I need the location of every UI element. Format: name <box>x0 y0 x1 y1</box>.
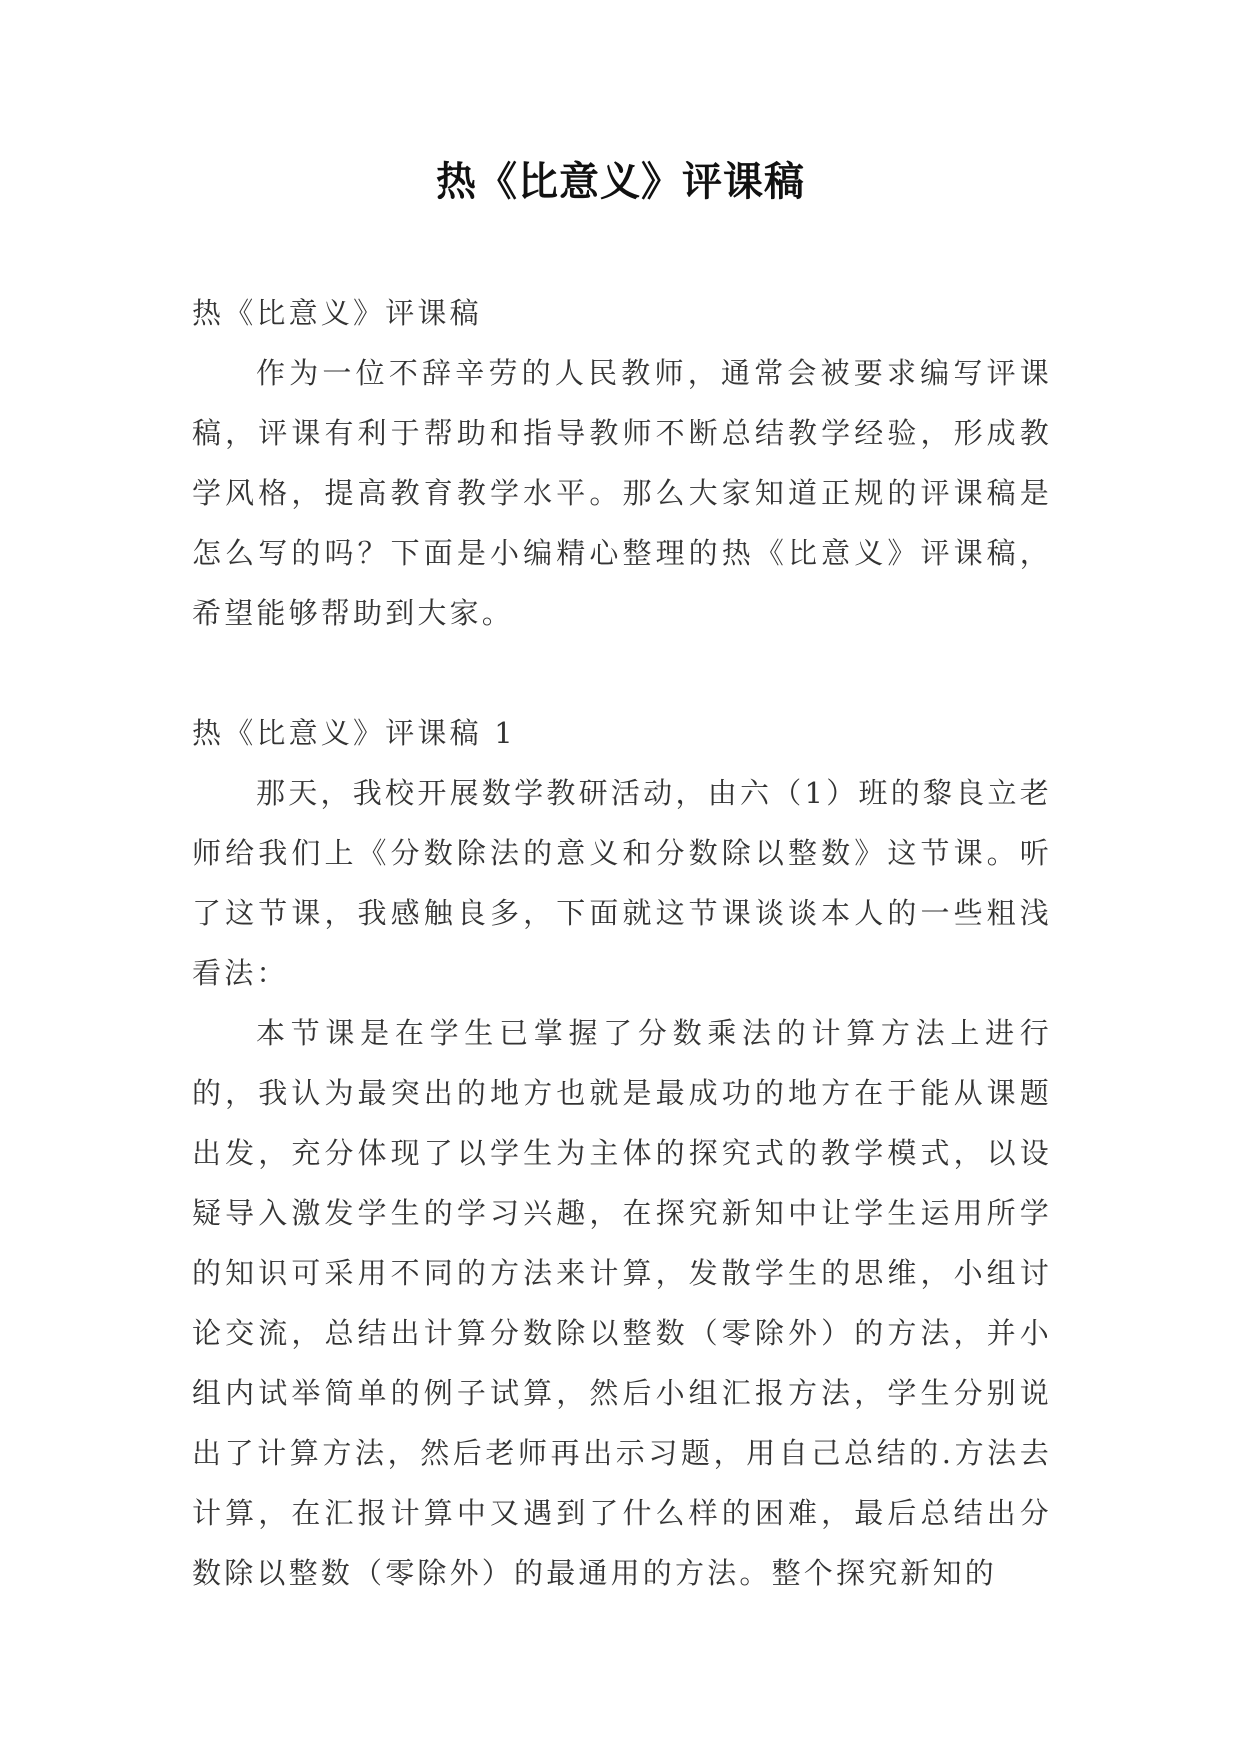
document-body <box>192 283 1052 1603</box>
document-subtitle: 热《比意义》评课稿 <box>192 296 482 330</box>
section-1-heading: 热《比意义》评课稿 1 <box>192 716 516 750</box>
section-1-paragraph-2: 本节课是在学生已掌握了分数乘法的计算方法上进行的，我认为最突出的地方也就是最成功的地方在于能从课题出发，充分体现了以学生为主体的探究式的教学模式，以设疑导入激发学生的学习兴趣，在探究新知中让学生运用所学的知识可采用不同的方法来计算，发散学生的思维，小组讨论交流，总结出计算分数除以整数（零除外）的方法，并小组内试举简单的例子试算，然后小组汇报方法，学生分别说出了计算方法，然后老师再出示习题，用自己总结的.方法去计算，在汇报计算中又遇到了什么样的困难，最后总结出分数除以整数（零除外）的最通用的方法。整个探究新知的 <box>192 1016 1052 1590</box>
intro-paragraph: 作为一位不辞辛劳的人民教师，通常会被要求编写评课稿，评课有利于帮助和指导教师不断总结教学经验，形成教学风格，提高教育教学水平。那么大家知道正规的评课稿是怎么写的吗？下面是小编精心整理的热《比意义》评课稿，希望能够帮助到大家。 <box>192 356 1052 630</box>
section-spacer <box>192 643 1052 703</box>
document-title: 热《比意义》评课稿 <box>436 158 805 205</box>
section-1-paragraph-1: 那天，我校开展数学教研活动，由六（1）班的黎良立老师给我们上《分数除法的意义和分数除以整数》这节课。听了这节课，我感触良多，下面就这节课谈谈本人的一些粗浅看法： <box>192 776 1052 990</box>
